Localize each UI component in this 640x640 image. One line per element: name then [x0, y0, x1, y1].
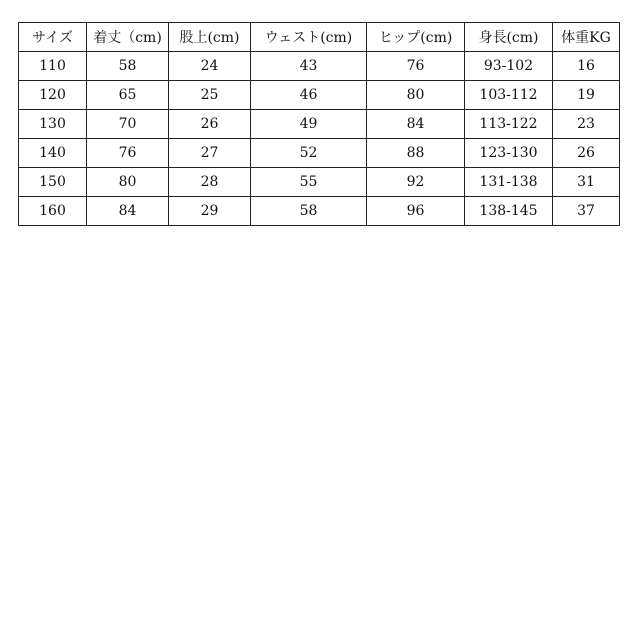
- cell-size: 110: [19, 52, 87, 81]
- cell-weight: 37: [553, 197, 620, 226]
- cell-size: 140: [19, 139, 87, 168]
- cell-height: 131-138: [465, 168, 553, 197]
- cell-weight: 16: [553, 52, 620, 81]
- table-row: [19, 139, 620, 168]
- header-height: 身長(cm): [465, 23, 553, 52]
- cell-size: 120: [19, 81, 87, 110]
- cell-height: 113-122: [465, 110, 553, 139]
- cell-weight: 31: [553, 168, 620, 197]
- cell-waist: 43: [251, 52, 367, 81]
- cell-rise: 25: [169, 81, 251, 110]
- cell-length: 70: [87, 110, 169, 139]
- cell-size: 130: [19, 110, 87, 139]
- cell-height: 93-102: [465, 52, 553, 81]
- cell-length: 84: [87, 197, 169, 226]
- table-row: [19, 52, 620, 81]
- cell-height: 138-145: [465, 197, 553, 226]
- header-length: 着丈（cm): [87, 23, 169, 52]
- cell-hip: 88: [367, 139, 465, 168]
- cell-height: 103-112: [465, 81, 553, 110]
- cell-hip: 84: [367, 110, 465, 139]
- size-chart-table: [18, 22, 620, 226]
- cell-height: 123-130: [465, 139, 553, 168]
- cell-rise: 28: [169, 168, 251, 197]
- header-hip: ヒップ(cm): [367, 23, 465, 52]
- table-row: [19, 81, 620, 110]
- table-row: [19, 168, 620, 197]
- cell-waist: 49: [251, 110, 367, 139]
- table-row: [19, 197, 620, 226]
- cell-rise: 24: [169, 52, 251, 81]
- cell-length: 65: [87, 81, 169, 110]
- cell-weight: 19: [553, 81, 620, 110]
- cell-waist: 55: [251, 168, 367, 197]
- cell-size: 160: [19, 197, 87, 226]
- cell-hip: 96: [367, 197, 465, 226]
- cell-hip: 80: [367, 81, 465, 110]
- cell-size: 150: [19, 168, 87, 197]
- cell-waist: 58: [251, 197, 367, 226]
- cell-rise: 27: [169, 139, 251, 168]
- cell-waist: 52: [251, 139, 367, 168]
- cell-length: 76: [87, 139, 169, 168]
- cell-rise: 26: [169, 110, 251, 139]
- cell-length: 58: [87, 52, 169, 81]
- cell-hip: 92: [367, 168, 465, 197]
- header-size: サイズ: [19, 23, 87, 52]
- cell-hip: 76: [367, 52, 465, 81]
- header-rise: 股上(cm): [169, 23, 251, 52]
- header-row: [19, 23, 620, 52]
- cell-rise: 29: [169, 197, 251, 226]
- table-row: [19, 110, 620, 139]
- cell-waist: 46: [251, 81, 367, 110]
- cell-length: 80: [87, 168, 169, 197]
- cell-weight: 23: [553, 110, 620, 139]
- cell-weight: 26: [553, 139, 620, 168]
- header-waist: ウェスト(cm): [251, 23, 367, 52]
- header-weight: 体重KG: [553, 23, 620, 52]
